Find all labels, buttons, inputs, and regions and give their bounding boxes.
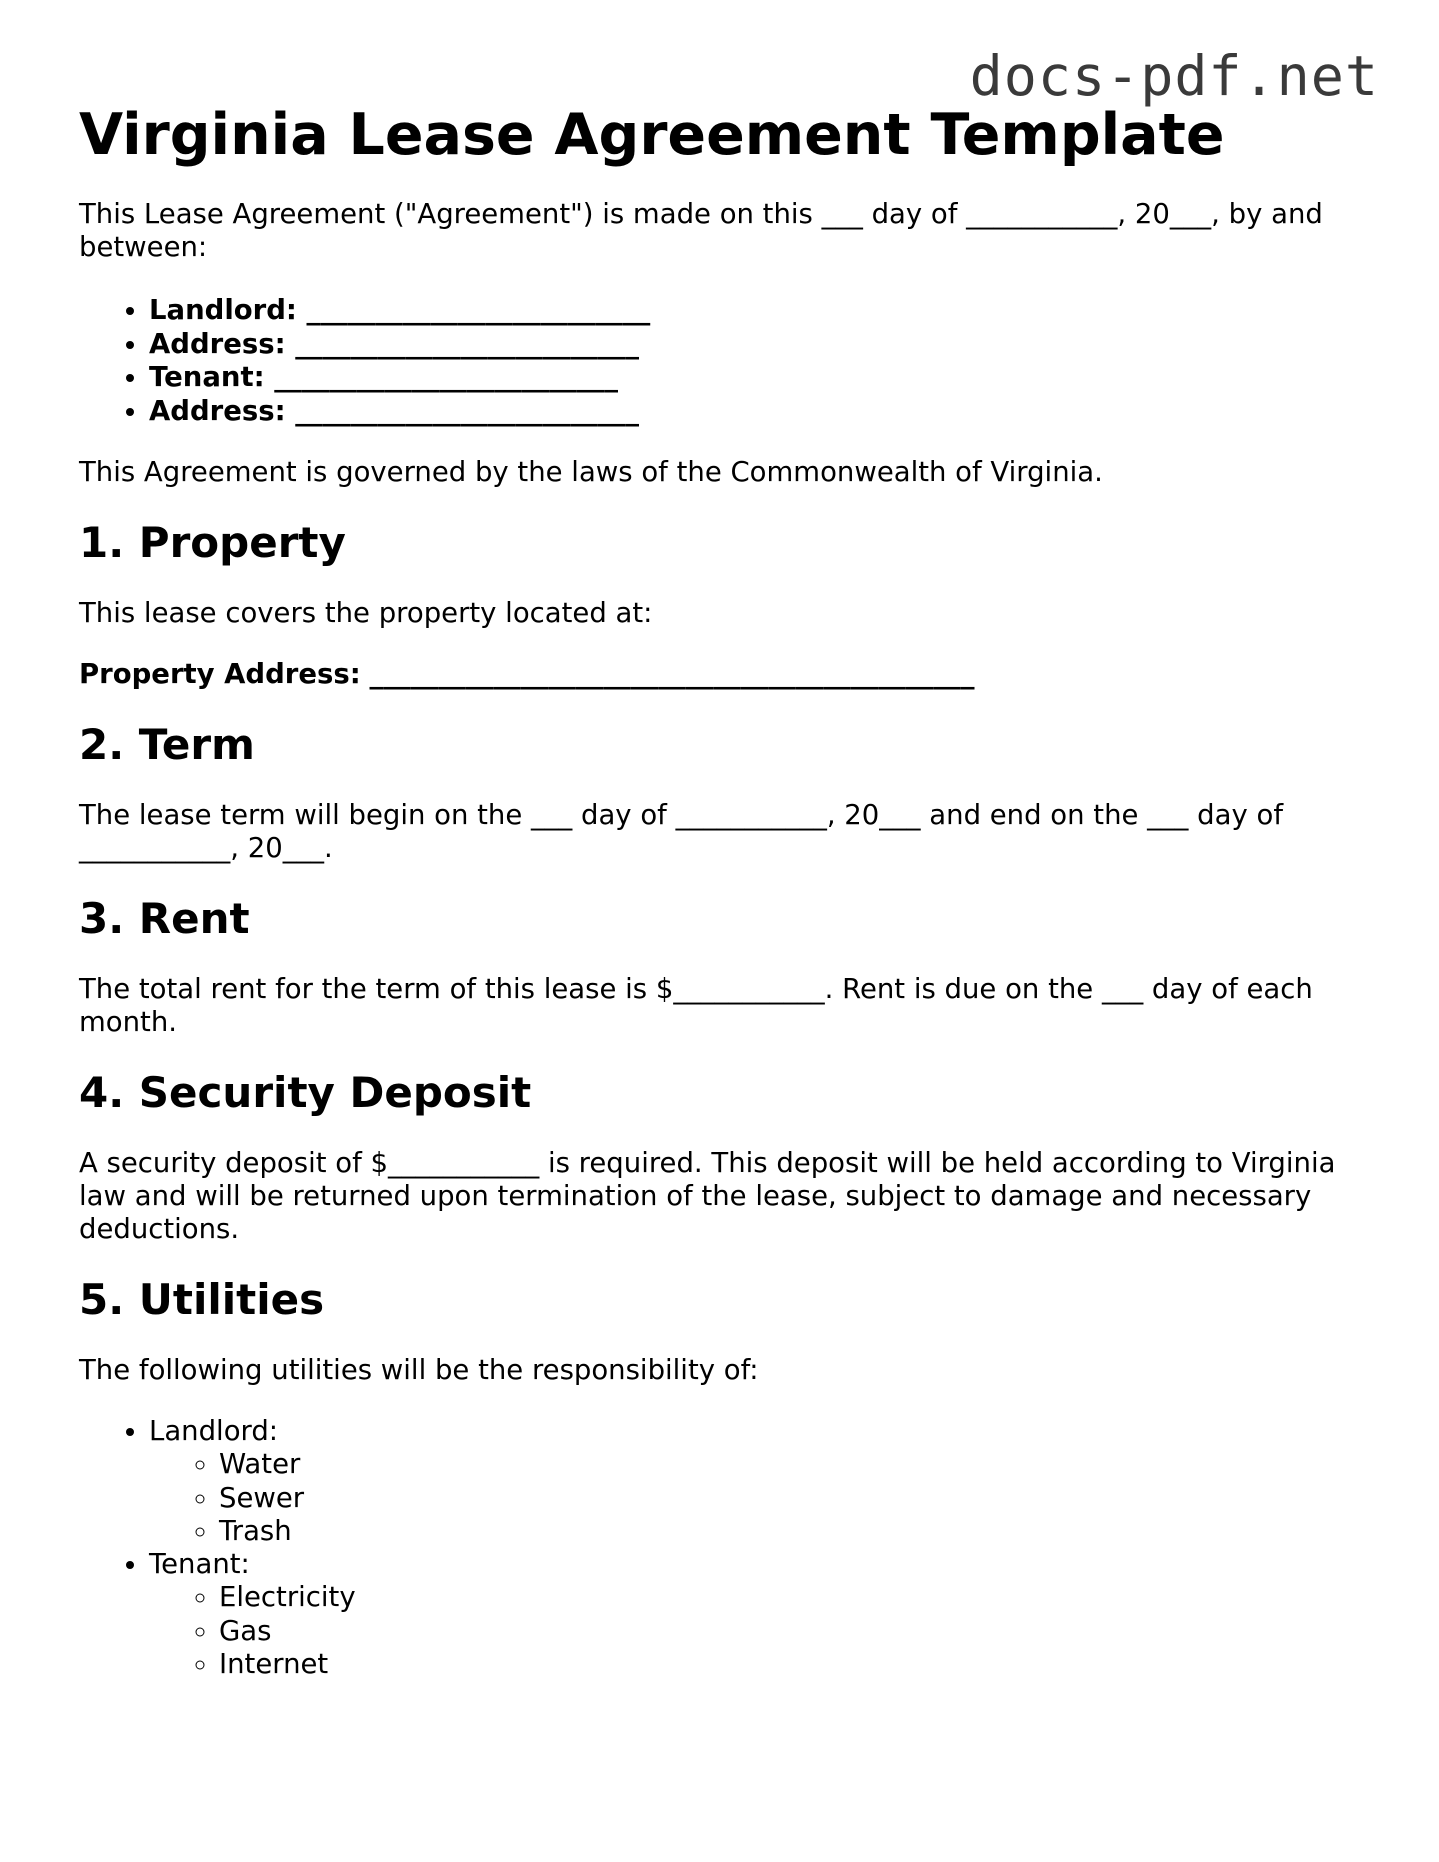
- watermark: docs-pdf.net: [969, 44, 1379, 108]
- utility-group-tenant: [149, 1548, 1369, 1681]
- property-paragraph: This lease covers the property located at:: [79, 597, 653, 629]
- list-item: ◦ Sewer: [219, 1482, 1369, 1515]
- property-address-label: Property Address:: [79, 658, 361, 690]
- list-item: ◦ Electricity: [219, 1581, 1369, 1614]
- section-heading-deposit: 4. Security Deposit: [79, 1068, 532, 1117]
- party-label: Landlord:: [149, 294, 297, 326]
- list-item: ◦ Gas: [219, 1615, 1369, 1648]
- utility-group-label: Landlord:: [149, 1415, 279, 1447]
- document-title: Virginia Lease Agreement Template: [79, 102, 1225, 168]
- property-address-line: [79, 658, 1369, 691]
- list-item: ◦ Internet: [219, 1648, 1369, 1681]
- utility-sublist: [149, 1448, 1369, 1548]
- list-item: ◦ Water: [219, 1448, 1369, 1481]
- party-label: Address:: [149, 327, 286, 360]
- list-item: [149, 361, 1369, 395]
- list-item: [149, 395, 1369, 429]
- utility-group-label: Tenant:: [149, 1548, 250, 1581]
- rent-paragraph: The total rent for the term of this lease is $___________. Rent is due on the ___ day of each month.: [79, 973, 1313, 1038]
- utilities-list: [79, 1415, 1369, 1681]
- section-heading-utilities: 5. Utilities: [79, 1275, 325, 1324]
- list-item: [149, 294, 1369, 328]
- intro-paragraph: This Lease Agreement ("Agreement") is made on this ___ day of ___________, 20___, by and between:: [79, 198, 1323, 263]
- section-heading-rent: 3. Rent: [79, 894, 250, 943]
- party-blank: _________________________: [306, 294, 651, 326]
- utility-group-landlord: [149, 1415, 1369, 1548]
- list-item: ◦ Trash: [219, 1515, 1369, 1548]
- party-label: Address:: [149, 394, 286, 427]
- property-address-blank: ____________________________________________: [369, 658, 975, 690]
- document-page: [79, 98, 1369, 1681]
- governing-law-paragraph: This Agreement is governed by the laws of the Commonwealth of Virginia.: [79, 456, 1103, 488]
- deposit-paragraph: A security deposit of $___________ is required. This deposit will be held according to Virginia law and will be returned upon termination of the lease, subject to damage and necessary deductions.: [79, 1147, 1336, 1245]
- party-label: Tenant:: [149, 361, 265, 393]
- party-blank: _________________________: [274, 361, 618, 393]
- list-item: [149, 328, 1369, 362]
- party-blank: _________________________: [295, 327, 639, 360]
- utilities-paragraph: The following utilities will be the responsibility of:: [79, 1354, 759, 1386]
- parties-list: [79, 294, 1369, 428]
- term-paragraph: The lease term will begin on the ___ day of ___________, 20___ and end on the ___ day of ___________, 20___.: [79, 799, 1283, 864]
- utility-sublist: [149, 1581, 1369, 1681]
- section-heading-property: 1. Property: [79, 518, 346, 567]
- party-blank: _________________________: [295, 394, 639, 427]
- section-heading-term: 2. Term: [79, 720, 255, 769]
